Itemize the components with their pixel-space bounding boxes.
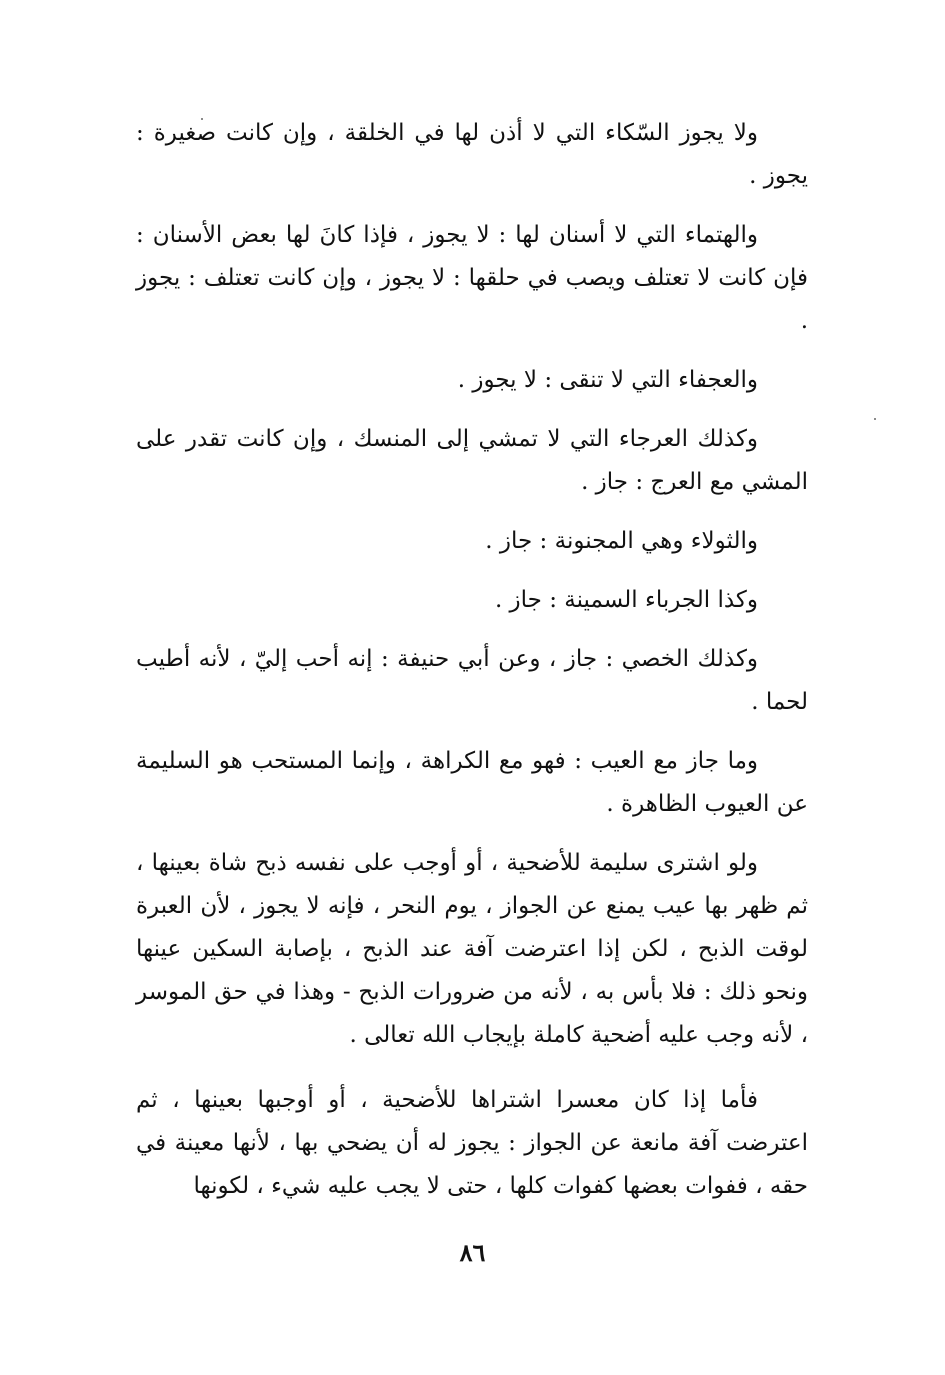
page-number: ٨٦: [459, 1238, 486, 1267]
paragraph-9: ولو اشترى سليمة للأضحية ، أو أوجب على نفسه ذبح شاة بعينها ، ثم ظهر بها عيب يمنع عن الجواز ، يوم النحر ، فإنه لا يجوز ، لأن العبرة لوقت الذبح ، لكن إذا اعترضت آفة عند الذبح ، بإصابة السكين عينها ونحو ذلك : فلا بأس به ، لأنه من ضرورات الذبح - وهذا في حق الموسر ، لأنه وجب عليه أضحية كاملة بإيجاب الله تعالى .: [136, 850, 808, 1048]
page-body: [136, 112, 808, 1224]
paragraph-2: والهتماء التي لا أسنان لها : لا يجوز ، فإذا كانَ لها بعض الأسنان : فإن كانت لا تعتلف ويصب في حلقها : لا يجوز ، وإن كانت تعتلف : يجوز .: [136, 222, 808, 334]
paragraph-6: وكذا الجرباء السمينة : جاز .: [494, 587, 758, 613]
paragraph-4: وكذلك العرجاء التي لا تمشي إلى المنسك ، وإن كانت تقدر على المشي مع العرج : جاز .: [136, 426, 808, 495]
paragraph-10: فأما إذا كان معسرا اشتراها للأضحية ، أو أوجبها بعينها ، ثم اعترضت آفة مانعة عن الجواز : يجوز له أن يضحي بها ، لأنها معينة في حقه ، ففوات بعضها كفوات كلها ، حتى لا يجب عليه شيء ، لكونها: [136, 1087, 808, 1199]
paragraph-8: وما جاز مع العيب : فهو مع الكراهة ، وإنما المستحب هو السليمة عن العيوب الظاهرة .: [136, 748, 808, 817]
scan-speck: [874, 418, 876, 420]
paragraph-5: والثولاء وهي المجنونة : جاز .: [485, 528, 758, 554]
paragraph-3: والعجفاء التي لا تنقى : لا يجوز .: [457, 367, 758, 393]
paragraph-7: وكذلك الخصي : جاز ، وعن أبي حنيفة : إنه أحب إليّ ، لأنه أطيب لحما .: [136, 646, 808, 715]
paragraph-1: ولا يجوز السّكاء التي لا أذن لها في الخلقة ، وإن كانت صغيرة : يجوز .: [136, 120, 808, 189]
